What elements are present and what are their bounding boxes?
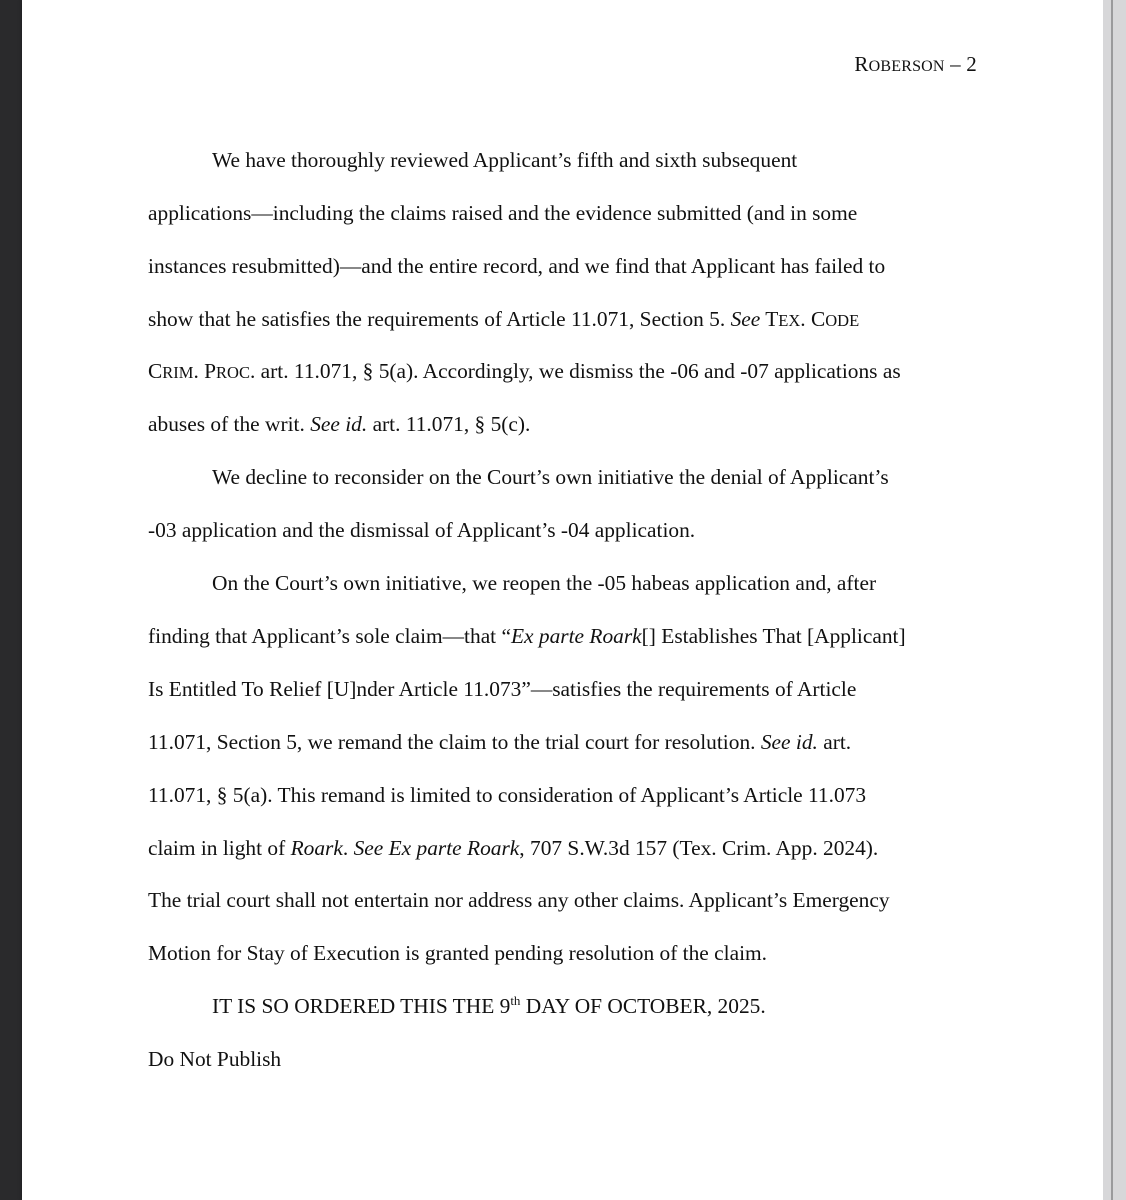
scrollbar-track[interactable] — [1103, 0, 1126, 1200]
p1-line-3: instances resubmitted)—and the entire record, and we find that Applicant has failed to — [148, 254, 886, 278]
p3-line-6: claim in light of Roark. See Ex parte Roark, 707 S.W.3d 157 (Tex. Crim. App. 2024). — [148, 836, 879, 860]
running-header: ROBERSON – 2 — [854, 52, 977, 76]
p3-line-7: The trial court shall not entertain nor address any other claims. Applicant’s Emergency — [148, 888, 890, 912]
scrollbar-thumb[interactable] — [1111, 0, 1113, 1200]
p1-line-6: abuses of the writ. See id. art. 11.071, § 5(c). — [148, 412, 531, 436]
p3-line-2: finding that Applicant’s sole claim—that “Ex parte Roark[] Establishes That [Applicant] — [148, 624, 906, 648]
p1-line-5: CRIM. PROC. art. 11.071, § 5(a). Accordingly, we dismiss the -06 and -07 applications as — [148, 359, 901, 383]
p1-line-4: show that he satisfies the requirements of Article 11.071, Section 5. See TEX. CODE — [148, 307, 860, 331]
document-page — [22, 0, 1103, 1200]
publication-note: Do Not Publish — [148, 1047, 282, 1071]
p3-line-8: Motion for Stay of Execution is granted pending resolution of the claim. — [148, 941, 768, 965]
p1-line-1: We have thoroughly reviewed Applicant’s fifth and sixth subsequent — [212, 148, 798, 172]
p3-line-5: 11.071, § 5(a). This remand is limited to consideration of Applicant’s Article 11.073 — [148, 783, 867, 807]
p1-line-2: applications—including the claims raised and the evidence submitted (and in some — [148, 201, 858, 225]
p2-line-2: -03 application and the dismissal of Applicant’s -04 application. — [148, 518, 696, 542]
order-line: IT IS SO ORDERED THIS THE 9th DAY OF OCTOBER, 2025. — [212, 993, 766, 1018]
p3-line-4: 11.071, Section 5, we remand the claim to the trial court for resolution. See id. art. — [148, 730, 852, 754]
p3-line-1: On the Court’s own initiative, we reopen the -05 habeas application and, after — [212, 571, 877, 595]
p3-line-3: Is Entitled To Relief [U]nder Article 11.073”—satisfies the requirements of Article — [148, 677, 857, 701]
p2-line-1: We decline to reconsider on the Court’s own initiative the denial of Applicant’s — [212, 465, 889, 489]
